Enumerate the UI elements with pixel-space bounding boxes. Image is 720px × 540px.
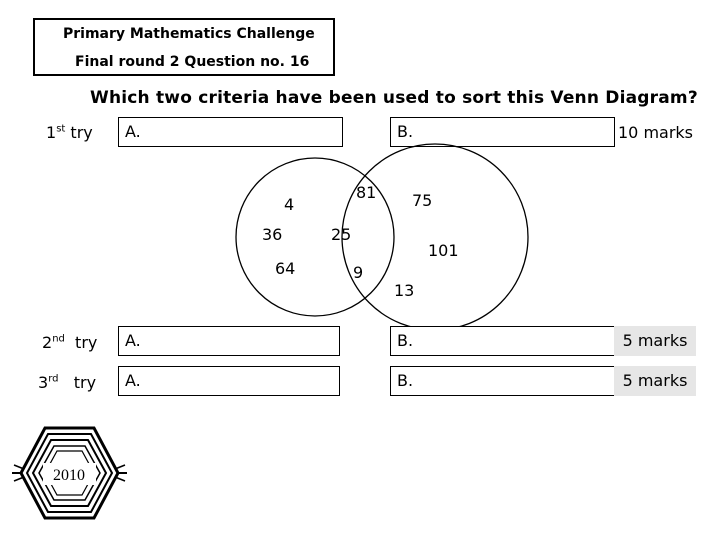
- venn-value: 36: [262, 225, 283, 244]
- try-2-label: 2nd try: [42, 333, 98, 352]
- venn-value: 25: [331, 225, 352, 244]
- pmc-logo: [12, 425, 127, 521]
- venn-value: 13: [394, 281, 415, 300]
- venn-value: 9: [353, 263, 364, 282]
- try-1-label: 1st try: [46, 123, 93, 142]
- try-1-marks: 10 marks: [618, 123, 694, 142]
- question-text: Which two criteria have been used to sort this Venn Diagram?: [90, 88, 698, 108]
- venn-right-circle: [342, 144, 528, 330]
- try-2-marks: 5 marks: [614, 326, 696, 356]
- venn-value: 75: [412, 191, 433, 210]
- venn-value: 4: [284, 195, 295, 214]
- try-2-answer-a[interactable]: A.: [118, 326, 340, 356]
- venn-value: 81: [356, 183, 377, 202]
- try-3-marks: 5 marks: [614, 366, 696, 396]
- logo-year: 2010: [53, 467, 85, 484]
- try-1-answer-a[interactable]: A.: [118, 117, 343, 147]
- question-number: Final round 2 Question no. 16: [75, 54, 310, 70]
- try-2-answer-b[interactable]: B.: [390, 326, 615, 356]
- venn-value: 64: [275, 259, 296, 278]
- venn-value: 101: [428, 241, 459, 260]
- competition-title: Primary Mathematics Challenge: [63, 26, 315, 42]
- venn-left-circle: [236, 158, 394, 316]
- try-1-answer-b[interactable]: B.: [390, 117, 615, 147]
- try-3-label: 3rd try: [38, 373, 97, 392]
- try-3-answer-a[interactable]: A.: [118, 366, 340, 396]
- try-3-answer-b[interactable]: B.: [390, 366, 615, 396]
